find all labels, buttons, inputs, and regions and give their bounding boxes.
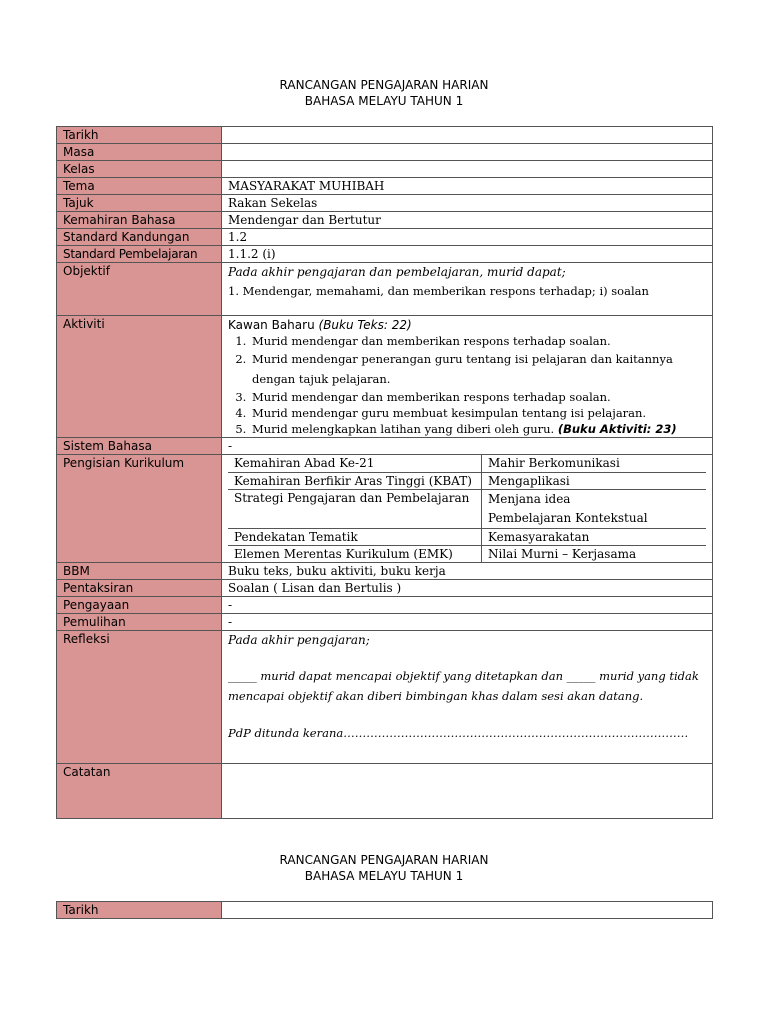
row-standard-pembelajaran [57, 246, 713, 263]
second-heading-line-2: BAHASA MELAYU TAHUN 1 [304, 869, 464, 883]
row-pentaksiran [57, 580, 713, 597]
lesson-plan-table [56, 126, 713, 819]
objektif-intro: Pada akhir pengajaran dan pembelajaran, murid dapat; [228, 265, 566, 279]
label-refleksi: Refleksi [57, 631, 222, 764]
aktiviti-item: 4. Murid mendengar guru membuat kesimpulan tentang isi pelajaran. [250, 405, 706, 421]
pengisian-left: Pendekatan Tematik [228, 528, 482, 545]
label-pengisian-kurikulum: Pengisian Kurikulum [57, 455, 222, 563]
value-aktiviti [222, 316, 713, 438]
label-pentaksiran: Pentaksiran [57, 580, 222, 597]
row-bbm [57, 563, 713, 580]
row-tarikh [57, 127, 713, 144]
pengisian-right: Nilai Murni – Kerjasama [488, 546, 637, 561]
row-aktiviti [57, 316, 713, 438]
value-tarikh [222, 127, 713, 144]
second-heading [0, 852, 768, 884]
row-pengisian-kurikulum [57, 455, 713, 563]
value-tajuk: Rakan Sekelas [222, 195, 713, 212]
row-standard-kandungan [57, 229, 713, 246]
pengisian-left: Strategi Pengajaran dan Pembelajaran [228, 489, 482, 528]
label-bbm: BBM [57, 563, 222, 580]
label-pengayaan: Pengayaan [57, 597, 222, 614]
value-pengisian-kurikulum [222, 455, 713, 563]
heading-line-1: RANCANGAN PENGAJARAN HARIAN [279, 78, 489, 92]
pengisian-subtable [228, 455, 706, 562]
row-tajuk [57, 195, 713, 212]
second-value-tarikh [222, 902, 713, 919]
value-pengayaan: - [222, 597, 713, 614]
value-tema: MASYARAKAT MUHIBAH [222, 178, 713, 195]
second-heading-line-1: RANCANGAN PENGAJARAN HARIAN [279, 853, 489, 867]
row-catatan [57, 764, 713, 819]
label-tarikh: Tarikh [57, 127, 222, 144]
pengisian-right: Mengaplikasi [482, 472, 707, 489]
document-heading [0, 77, 768, 109]
pengisian-right-2: Pembelajaran Kontekstual [488, 510, 648, 525]
label-standard-kandungan: Standard Kandungan [57, 229, 222, 246]
second-table [56, 901, 713, 919]
refleksi-line-1: Pada akhir pengajaran; [228, 633, 370, 647]
aktiviti-item-last [250, 421, 706, 437]
aktiviti-title-ref: (Buku Teks: 22) [318, 318, 412, 332]
refleksi-line-2: _____ murid dapat mencapai objektif yang ditetapkan dan _____ murid yang tidak mencapai objektif akan diberi bimbingan khas dalam sesi akan datang. [228, 669, 699, 703]
pengisian-right: Kemasyarakatan [482, 528, 707, 545]
aktiviti-last-ref: (Buku Aktiviti: 23) [557, 422, 677, 436]
pengisian-row [228, 455, 706, 472]
label-masa: Masa [57, 144, 222, 161]
value-kelas [222, 161, 713, 178]
pengisian-row [228, 489, 706, 528]
second-row-tarikh [57, 902, 713, 919]
label-tema: Tema [57, 178, 222, 195]
row-tema [57, 178, 713, 195]
row-kelas [57, 161, 713, 178]
row-pengayaan [57, 597, 713, 614]
value-standard-pembelajaran: 1.1.2 (i) [222, 246, 713, 263]
value-refleksi [222, 631, 713, 764]
label-standard-pembelajaran: Standard Pembelajaran [57, 246, 222, 263]
value-sistem-bahasa: - [222, 438, 713, 455]
pengisian-right: Menjana idea [488, 491, 571, 506]
row-masa [57, 144, 713, 161]
pengisian-right: Mahir Berkomunikasi [482, 455, 707, 472]
heading-line-2: BAHASA MELAYU TAHUN 1 [304, 94, 464, 108]
aktiviti-list [228, 333, 706, 437]
label-tajuk: Tajuk [57, 195, 222, 212]
row-kemahiran-bahasa [57, 212, 713, 229]
aktiviti-item: 3. Murid mendengar dan memberikan respons terhadap soalan. [250, 389, 706, 405]
row-objektif [57, 263, 713, 316]
value-catatan [222, 764, 713, 819]
label-pemulihan: Pemulihan [57, 614, 222, 631]
aktiviti-item: 2. Murid mendengar penerangan guru tentang isi pelajaran dan kaitannya dengan tajuk pelajaran. [250, 349, 706, 389]
refleksi-line-3: PdP ditunda kerana……………………………………………………………………………… [228, 726, 689, 740]
pengisian-right-multi [482, 489, 707, 528]
value-pemulihan: - [222, 614, 713, 631]
label-sistem-bahasa: Sistem Bahasa [57, 438, 222, 455]
aktiviti-title-line [228, 317, 706, 333]
pengisian-row [228, 528, 706, 545]
label-aktiviti: Aktiviti [57, 316, 222, 438]
row-sistem-bahasa [57, 438, 713, 455]
pengisian-left: Kemahiran Berfikir Aras Tinggi (KBAT) [228, 472, 482, 489]
aktiviti-title: Kawan Baharu [228, 318, 315, 332]
value-bbm: Buku teks, buku aktiviti, buku kerja [222, 563, 713, 580]
value-masa [222, 144, 713, 161]
objektif-item: 1. Mendengar, memahami, dan memberikan respons terhadap; i) soalan [228, 284, 649, 298]
label-kelas: Kelas [57, 161, 222, 178]
aktiviti-item-text: Murid melengkapkan latihan yang diberi oleh guru. [252, 422, 555, 436]
pengisian-left: Elemen Merentas Kurikulum (EMK) [228, 545, 482, 562]
pengisian-row [228, 472, 706, 489]
value-objektif [222, 263, 713, 316]
row-pemulihan [57, 614, 713, 631]
value-kemahiran-bahasa: Mendengar dan Bertutur [222, 212, 713, 229]
row-refleksi [57, 631, 713, 764]
aktiviti-item: 1. Murid mendengar dan memberikan respons terhadap soalan. [250, 333, 706, 349]
value-standard-kandungan: 1.2 [222, 229, 713, 246]
value-pentaksiran: Soalan ( Lisan dan Bertulis ) [222, 580, 713, 597]
pengisian-left: Kemahiran Abad Ke-21 [228, 455, 482, 472]
second-label-tarikh: Tarikh [57, 902, 222, 919]
label-kemahiran-bahasa: Kemahiran Bahasa [57, 212, 222, 229]
label-catatan: Catatan [57, 764, 222, 819]
pengisian-row [228, 545, 706, 562]
label-objektif: Objektif [57, 263, 222, 316]
